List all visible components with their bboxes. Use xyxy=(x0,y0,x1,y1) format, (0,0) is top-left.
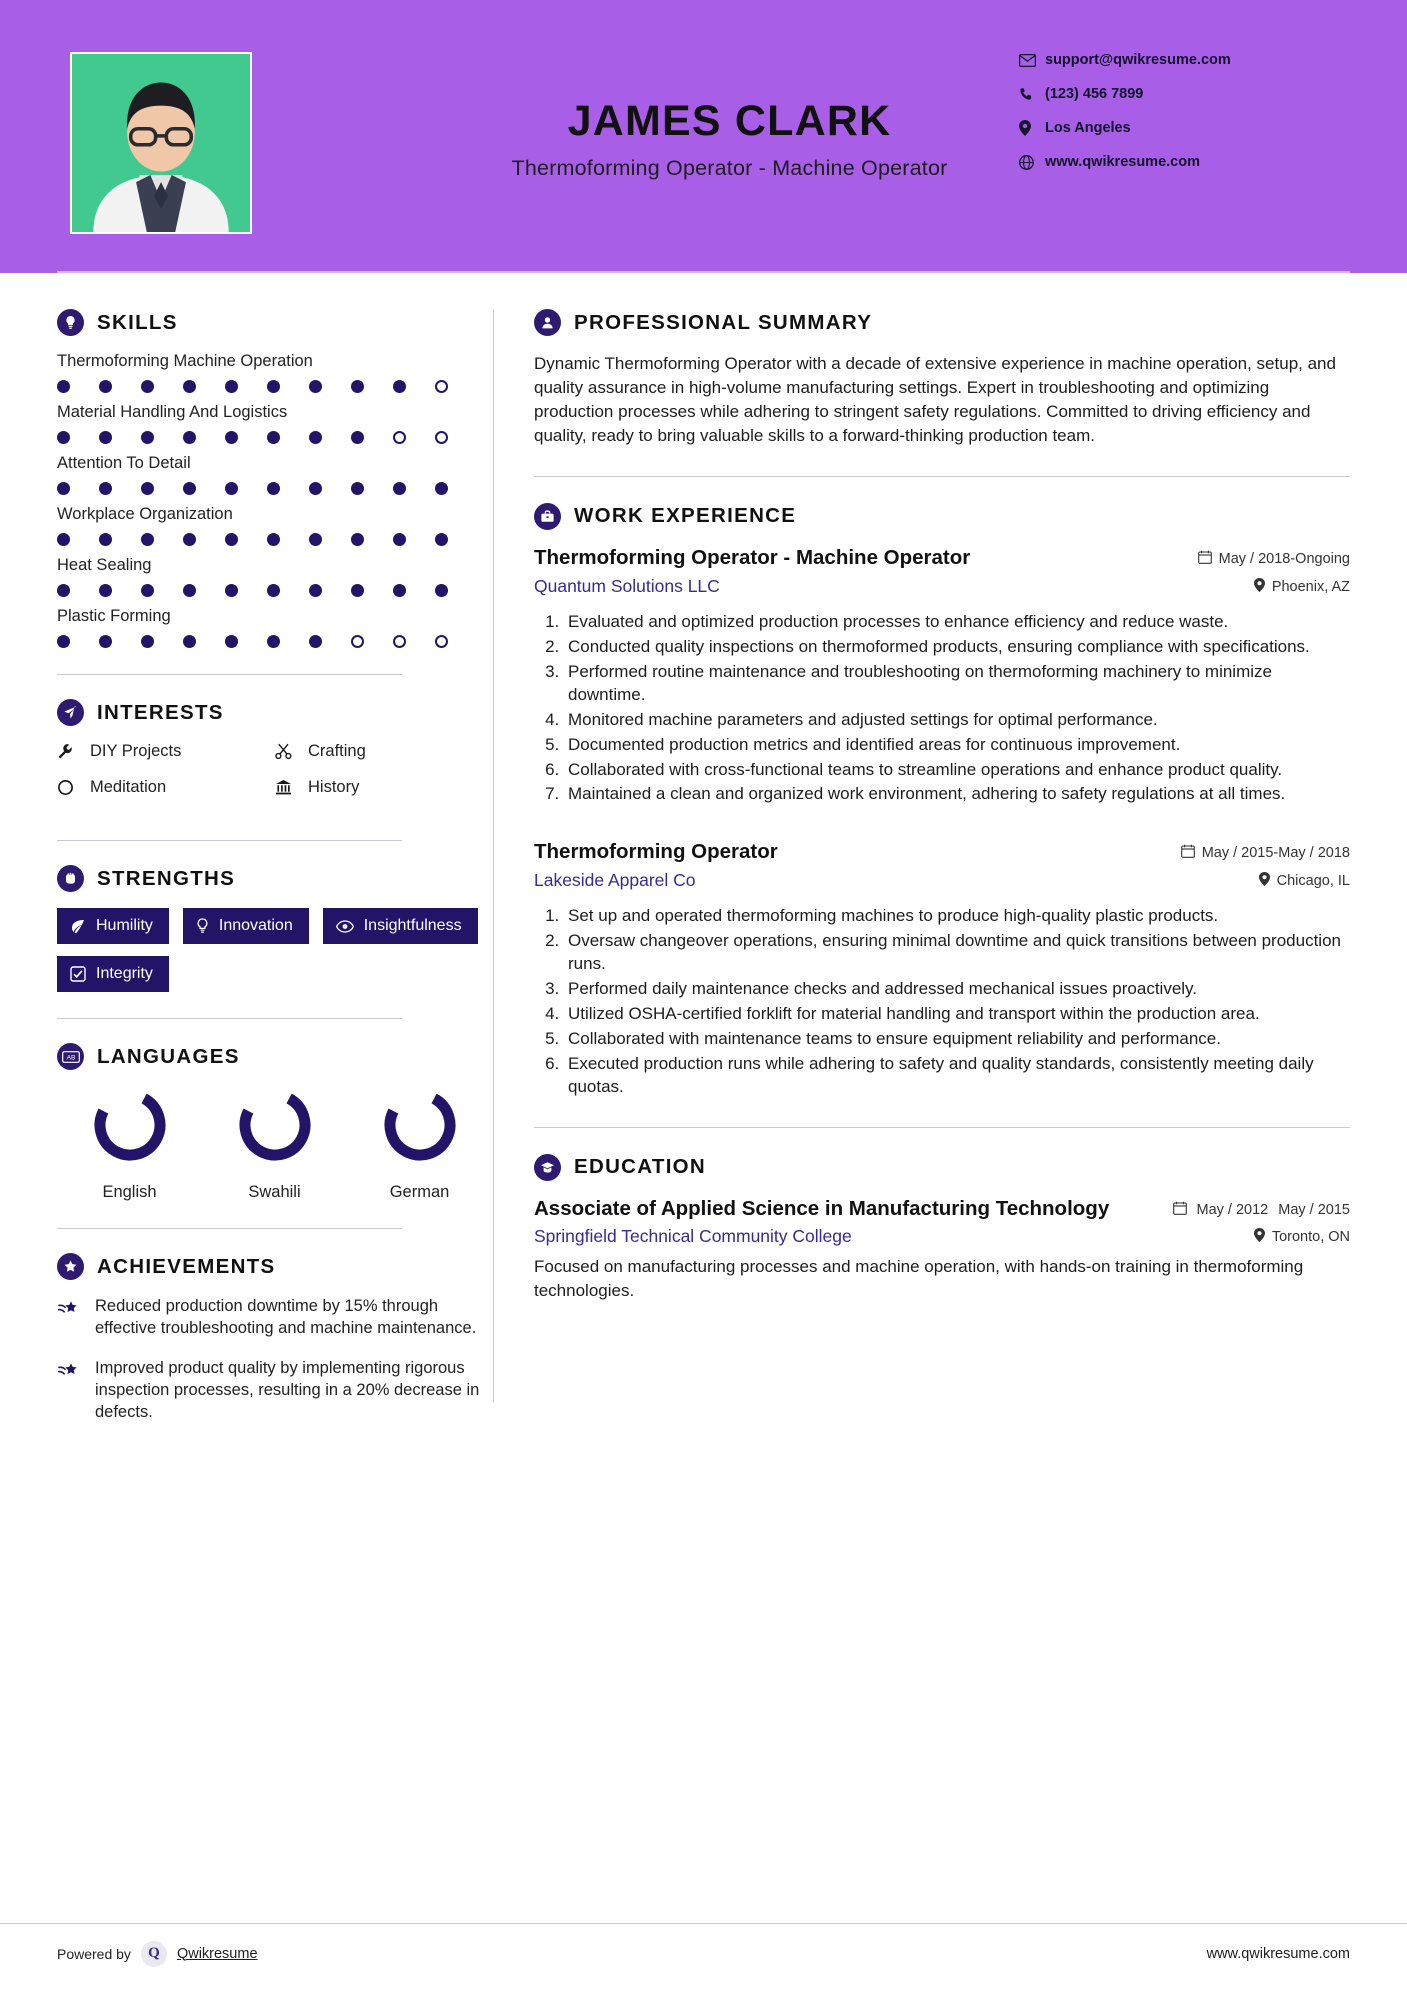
contact-location[interactable] xyxy=(1019,120,1349,136)
contact-list xyxy=(1019,52,1349,188)
language-progress-ring xyxy=(236,1086,314,1164)
strength-chip xyxy=(323,908,478,944)
skill-item xyxy=(57,403,493,444)
skill-rating xyxy=(57,635,493,648)
language-progress-ring xyxy=(91,1086,169,1164)
section-interests-header xyxy=(57,699,493,726)
section-education-header xyxy=(534,1154,1350,1181)
job-bullet: 6. Collaborated with cross-functional teams to streamline operations and enhance product quality. xyxy=(564,759,1350,782)
achievement-item xyxy=(57,1296,493,1340)
job-bullet: 4. Monitored machine parameters and adjusted settings for optimal performance. xyxy=(564,709,1350,732)
skill-item xyxy=(57,505,493,546)
job-dates xyxy=(1184,550,1350,568)
strength-label: Integrity xyxy=(96,965,153,982)
education-location xyxy=(1240,1228,1350,1246)
svg-text:AB: AB xyxy=(66,1054,75,1062)
strength-chip xyxy=(57,908,169,944)
job-bullet: 1. Evaluated and optimized production processes to enhance efficiency and reduce waste. xyxy=(564,611,1350,634)
location-pin-icon xyxy=(1019,120,1045,136)
divider xyxy=(534,1127,1350,1128)
contact-website[interactable] xyxy=(1019,154,1349,170)
language-item xyxy=(347,1086,492,1202)
powered-by-label: Powered by xyxy=(57,1945,131,1962)
section-title: EDUCATION xyxy=(574,1155,707,1179)
contact-email[interactable] xyxy=(1019,52,1349,68)
calendar-icon xyxy=(1173,1201,1187,1219)
page-title: JAMES CLARK xyxy=(567,97,892,145)
calendar-icon xyxy=(1181,844,1195,862)
section-skills-header xyxy=(57,309,493,336)
divider xyxy=(57,840,402,841)
interest-label: DIY Projects xyxy=(90,742,182,760)
job-company: Lakeside Apparel Co xyxy=(534,870,696,891)
section-title: LANGUAGES xyxy=(97,1044,240,1068)
header-divider xyxy=(57,271,1350,273)
education-location-value: Toronto, ON xyxy=(1271,1229,1350,1246)
strength-chip xyxy=(183,908,309,944)
resume-body xyxy=(0,273,1407,1442)
job-bullet: 2. Oversaw changeover operations, ensuring minimal downtime and quick transitions between production runs. xyxy=(564,930,1350,976)
strengths-list xyxy=(57,908,493,992)
skill-item xyxy=(57,352,493,393)
education-degree: Associate of Applied Science in Manufacturing Technology xyxy=(534,1196,1110,1220)
skill-rating xyxy=(57,533,493,546)
job-bullet: 3. Performed routine maintenance and troubleshooting on thermoforming machinery to minimize downtime. xyxy=(564,661,1350,707)
divider xyxy=(57,1018,402,1019)
section-title: STRENGTHS xyxy=(97,866,236,890)
left-column xyxy=(0,273,493,1442)
avatar xyxy=(70,52,252,234)
section-title: WORK EXPERIENCE xyxy=(574,504,797,528)
strength-chip xyxy=(57,956,169,992)
job-headline: Thermoforming Operator - Machine Operator xyxy=(511,156,948,180)
bulb-icon xyxy=(196,918,209,934)
skill-item xyxy=(57,607,493,648)
job-dates-value: May / 2018-Ongoing xyxy=(1218,550,1350,567)
check-square-icon xyxy=(70,966,86,982)
language-label: English xyxy=(102,1183,157,1201)
eye-icon xyxy=(336,920,354,933)
education-date-end: May / 2015 xyxy=(1278,1201,1350,1218)
briefcase-icon xyxy=(534,503,561,530)
divider xyxy=(57,1228,402,1229)
education-dates xyxy=(1173,1197,1351,1219)
skill-rating xyxy=(57,584,493,597)
job-title: Thermoforming Operator xyxy=(534,840,778,864)
wrench-icon xyxy=(57,743,79,760)
job-bullet: 4. Utilized OSHA-certified forklift for material handling and transport within the production area. xyxy=(564,1003,1350,1026)
resume-header xyxy=(0,0,1407,273)
phone-icon xyxy=(1019,86,1045,102)
language-item xyxy=(202,1086,347,1202)
language-item xyxy=(57,1086,202,1202)
skill-item xyxy=(57,556,493,597)
education-description: Focused on manufacturing processes and machine operation, with hands-on training in thermoforming technologies. xyxy=(534,1257,1304,1301)
section-title: PROFESSIONAL SUMMARY xyxy=(574,310,873,334)
job-bullet: 7. Maintained a clean and organized work environment, adhering to safety regulations at all times. xyxy=(564,783,1350,806)
graduation-icon xyxy=(534,1154,561,1181)
skill-label: Heat Sealing xyxy=(57,556,152,574)
footer-website[interactable]: www.qwikresume.com xyxy=(493,1923,1407,1983)
location-pin-icon xyxy=(1254,578,1265,596)
interest-item xyxy=(57,778,275,797)
skill-label: Thermoforming Machine Operation xyxy=(57,352,313,370)
work-entry xyxy=(534,840,1350,1099)
envelope-icon xyxy=(1019,52,1045,68)
location-pin-icon xyxy=(1254,1228,1265,1246)
contact-phone[interactable] xyxy=(1019,86,1349,102)
job-location xyxy=(1245,872,1350,890)
job-bullet: 1. Set up and operated thermoforming machines to produce high-quality plastic products. xyxy=(564,905,1350,928)
interests-list xyxy=(57,742,493,814)
location-pin-icon xyxy=(1259,872,1270,890)
globe-icon xyxy=(1019,154,1045,170)
strength-label: Humility xyxy=(96,917,153,934)
skill-rating xyxy=(57,431,493,444)
abc-icon xyxy=(57,1043,84,1070)
scissors-icon xyxy=(275,743,297,760)
section-title: ACHIEVEMENTS xyxy=(97,1254,276,1278)
achievement-text: Reduced production downtime by 15% through effective troubleshooting and machine maintenance. xyxy=(95,1297,477,1337)
circle-icon xyxy=(57,779,79,796)
job-location-value: Phoenix, AZ xyxy=(1271,578,1350,595)
achievement-text: Improved product quality by implementing rigorous inspection processes, resulting in a 20% decrease in defects. xyxy=(95,1358,480,1421)
interest-item xyxy=(275,742,493,761)
fist-icon xyxy=(57,865,84,892)
qwikresume-link[interactable]: Qwikresume xyxy=(176,1945,258,1962)
interest-item xyxy=(275,778,493,797)
language-label: Swahili xyxy=(248,1183,301,1201)
job-bullet: 3. Performed daily maintenance checks and addressed mechanical issues proactively. xyxy=(564,978,1350,1001)
calendar-icon xyxy=(1198,550,1212,568)
skill-label: Plastic Forming xyxy=(57,607,171,625)
education-date-start: May / 2012 xyxy=(1196,1201,1269,1218)
section-title: SKILLS xyxy=(97,310,178,334)
summary-text: Dynamic Thermoforming Operator with a decade of extensive experience in machine operation, setup, and quality assurance in high-volume manufacturing settings. Expert in troubleshooting and optimizing production processes while adhering to stringent safety regulations. Committed to driving efficiency and quality, ready to bring valuable skills to a forward-thinking production team. xyxy=(534,354,1336,445)
skill-rating xyxy=(57,380,493,393)
bank-icon xyxy=(275,779,297,796)
job-bullets xyxy=(534,611,1350,807)
job-bullet: 5. Documented production metrics and identified areas for continuous improvement. xyxy=(564,734,1350,757)
interest-label: History xyxy=(308,778,360,796)
leaf-icon xyxy=(70,918,86,934)
job-bullet: 2. Conducted quality inspections on thermoformed products, ensuring compliance with specifications. xyxy=(564,636,1350,659)
languages-list xyxy=(57,1086,493,1202)
job-dates xyxy=(1167,844,1350,862)
divider xyxy=(534,476,1350,477)
job-location xyxy=(1240,578,1350,596)
education-entry xyxy=(534,1197,1350,1303)
section-summary-header xyxy=(534,309,1350,336)
star-bullet-icon xyxy=(57,1358,81,1424)
divider xyxy=(57,674,402,675)
job-bullet: 5. Collaborated with maintenance teams to ensure equipment reliability and performance. xyxy=(564,1028,1350,1051)
job-location-value: Chicago, IL xyxy=(1276,873,1350,890)
work-entry xyxy=(534,546,1350,807)
interest-label: Meditation xyxy=(90,778,167,796)
section-work-header xyxy=(534,503,1350,530)
page-footer xyxy=(0,1904,1407,1990)
lightbulb-icon xyxy=(57,309,84,336)
contact-email-value: support@qwikresume.com xyxy=(1045,52,1231,68)
skill-item xyxy=(57,454,493,495)
person-icon xyxy=(534,309,561,336)
language-label: German xyxy=(389,1183,450,1201)
star-badge-icon xyxy=(57,1253,84,1280)
contact-location-value: Los Angeles xyxy=(1045,120,1131,137)
job-bullet: 6. Executed production runs while adhering to safety and quality standards, consistently meeting daily quotas. xyxy=(564,1053,1350,1099)
star-bullet-icon xyxy=(57,1296,81,1340)
language-progress-ring xyxy=(381,1086,459,1164)
interest-item xyxy=(57,742,275,761)
achievement-item xyxy=(57,1358,493,1424)
right-column xyxy=(494,273,1407,1442)
job-company: Quantum Solutions LLC xyxy=(534,575,720,596)
job-title: Thermoforming Operator - Machine Operator xyxy=(534,545,971,569)
skills-list xyxy=(57,352,493,648)
skill-label: Attention To Detail xyxy=(57,454,191,472)
skill-label: Material Handling And Logistics xyxy=(57,403,288,421)
qwikresume-logo-icon: Q xyxy=(141,1941,167,1967)
interest-label: Crafting xyxy=(308,742,366,760)
section-title: INTERESTS xyxy=(97,700,224,724)
job-dates-value: May / 2015-May / 2018 xyxy=(1201,845,1350,862)
section-languages-header xyxy=(57,1043,493,1070)
paper-plane-icon xyxy=(57,699,84,726)
strength-label: Innovation xyxy=(218,917,293,934)
contact-website-value: www.qwikresume.com xyxy=(1045,154,1200,171)
section-achievements-header xyxy=(57,1253,493,1280)
skill-label: Workplace Organization xyxy=(57,505,233,523)
section-strengths-header xyxy=(57,865,493,892)
contact-phone-value: (123) 456 7899 xyxy=(1045,86,1144,102)
strength-label: Insightfulness xyxy=(363,917,462,934)
job-bullets xyxy=(534,905,1350,1099)
education-school: Springfield Technical Community College xyxy=(534,1226,852,1247)
achievements-list xyxy=(57,1296,493,1424)
skill-rating xyxy=(57,482,493,495)
